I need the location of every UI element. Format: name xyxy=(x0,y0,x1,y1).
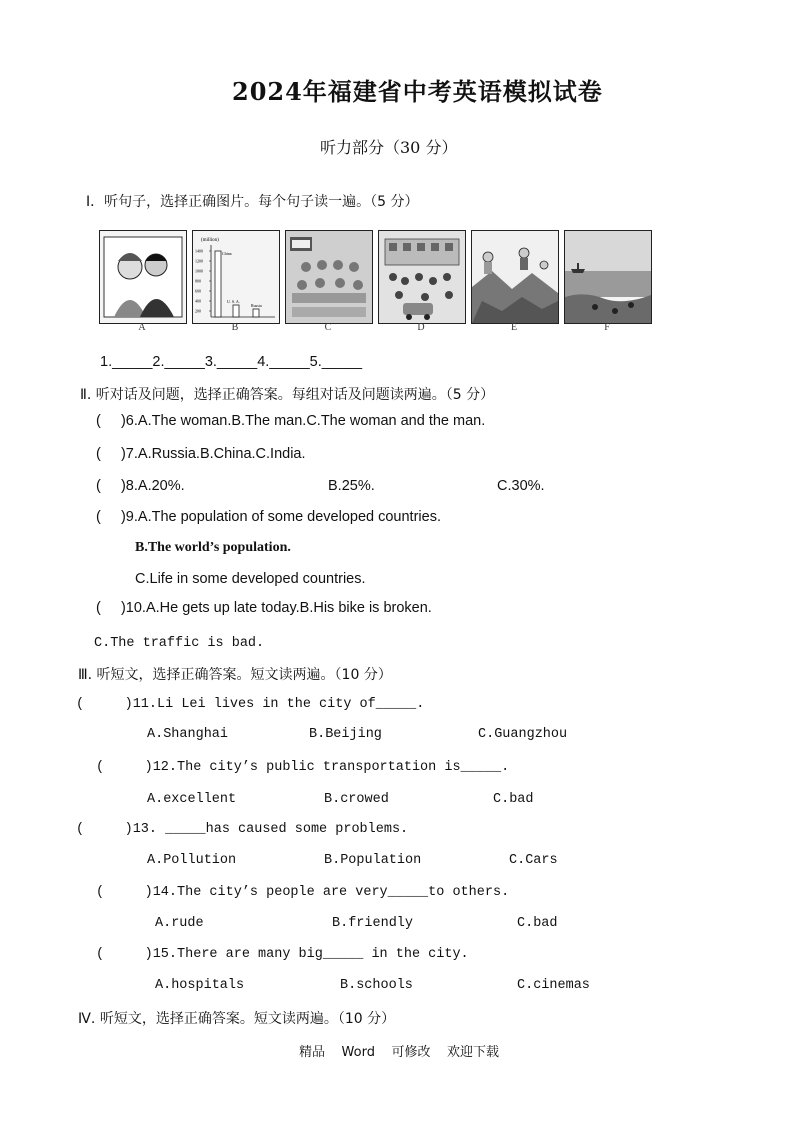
question-12-option-c: C.bad xyxy=(493,792,534,807)
thumb-label-russia: Russia xyxy=(251,303,262,308)
page-footer: 精品 Word 可修改 欢迎下载 xyxy=(299,1045,500,1060)
question-13-option-b: B.Population xyxy=(324,853,422,868)
question-15-option-c: C.cinemas xyxy=(517,978,590,993)
thumb-ytick-label: 1200 xyxy=(195,258,203,264)
thumb-bar-russia xyxy=(253,309,259,317)
section1-heading: Ⅰ．听句子，选择正确图片。每个句子读一遍。（5 分） xyxy=(86,194,419,210)
question-6: ( )6.A.The woman.B.The man.C.The woman and the man. xyxy=(96,413,486,429)
section1-answer-blanks: 1._____2._____3._____4._____5._____ xyxy=(100,354,363,370)
thumb-ytick-label: 1400 xyxy=(195,248,203,254)
question-7: ( )7.A.Russia.B.China.C.India. xyxy=(96,446,306,462)
section2-heading: Ⅱ. 听对话及问题，选择正确答案。每组对话及问题读两遍。（5 分） xyxy=(80,387,495,403)
question-9-option-b: B.The world’s population. xyxy=(135,540,291,555)
thumb-ytick-label: 800 xyxy=(195,278,201,284)
question-15: ( )15.There are many big_____ in the city. xyxy=(96,947,469,962)
question-10-option-c: C.The traffic is bad. xyxy=(94,636,265,651)
picture-f-seaside xyxy=(564,230,652,324)
picture-label-d: D xyxy=(417,322,425,333)
question-12-option-b: B.crowed xyxy=(324,792,389,807)
question-13-option-c: C.Cars xyxy=(509,853,558,868)
picture-label-e: E xyxy=(510,322,518,333)
question-14: ( )14.The city’s people are very_____to others. xyxy=(96,885,510,900)
question-12: ( )12.The city’s public transportation is_____. xyxy=(96,760,510,775)
question-14-option-a: A.rude xyxy=(155,916,204,931)
picture-d-crowded-street xyxy=(378,230,466,324)
thumb-bar-usa xyxy=(233,305,239,317)
question-15-option-a: A.hospitals xyxy=(155,978,245,993)
question-11-option-b: B.Beijing xyxy=(309,727,382,742)
thumb-label-usa: U. S. A. xyxy=(227,299,240,304)
picture-c-classroom xyxy=(285,230,373,324)
section3-heading: Ⅲ. 听短文，选择正确答案。短文读两遍。（10 分） xyxy=(78,667,392,683)
question-9-option-c: C.Life in some developed countries. xyxy=(135,571,366,587)
picture-label-a: A xyxy=(138,322,146,333)
question-8-option-b: B.25%. xyxy=(328,478,375,494)
question-15-option-b: B.schools xyxy=(340,978,413,993)
picture-strip xyxy=(97,226,652,338)
picture-label-b: B xyxy=(231,322,239,333)
thumb-bar-china xyxy=(215,251,221,317)
picture-a-two-people xyxy=(99,230,187,324)
question-12-option-a: A.excellent xyxy=(147,792,237,807)
thumb-ytick-label: 600 xyxy=(195,288,201,294)
section4-heading: Ⅳ. 听短文，选择正确答案。短文读两遍。（10 分） xyxy=(78,1011,396,1027)
question-11-option-c: C.Guangzhou xyxy=(478,727,568,742)
picture-e-hiking-people xyxy=(471,230,559,324)
picture-label-c: C xyxy=(324,322,332,333)
thumb-ytick-label: 200 xyxy=(195,308,201,314)
question-8: ( )8.A.20%. xyxy=(96,478,185,494)
question-13: ( )13. _____has caused some problems. xyxy=(76,822,409,837)
question-8-option-c: C.30%. xyxy=(497,478,545,494)
question-11-option-a: A.Shanghai xyxy=(147,727,229,742)
thumb-chart-ylabel: (million) xyxy=(201,238,219,243)
question-11: ( )11.Li Lei lives in the city of_____. xyxy=(76,697,425,712)
question-14-option-b: B.friendly xyxy=(332,916,414,931)
listening-subtitle: 听力部分（30 分） xyxy=(320,138,458,157)
question-9: ( )9.A.The population of some developed countries. xyxy=(96,509,441,525)
picture-b-population-chart xyxy=(192,230,280,324)
thumb-label-china: China xyxy=(222,251,232,256)
page-title: 2024年福建省中考英语模拟试卷 xyxy=(232,77,603,106)
picture-label-f: F xyxy=(604,322,610,333)
thumb-ytick-label: 1000 xyxy=(195,268,203,274)
question-14-option-c: C.bad xyxy=(517,916,558,931)
question-10: ( )10.A.He gets up late today.B.His bike is broken. xyxy=(96,600,432,616)
question-13-option-a: A.Pollution xyxy=(147,853,237,868)
thumb-ytick-label: 400 xyxy=(195,298,201,304)
